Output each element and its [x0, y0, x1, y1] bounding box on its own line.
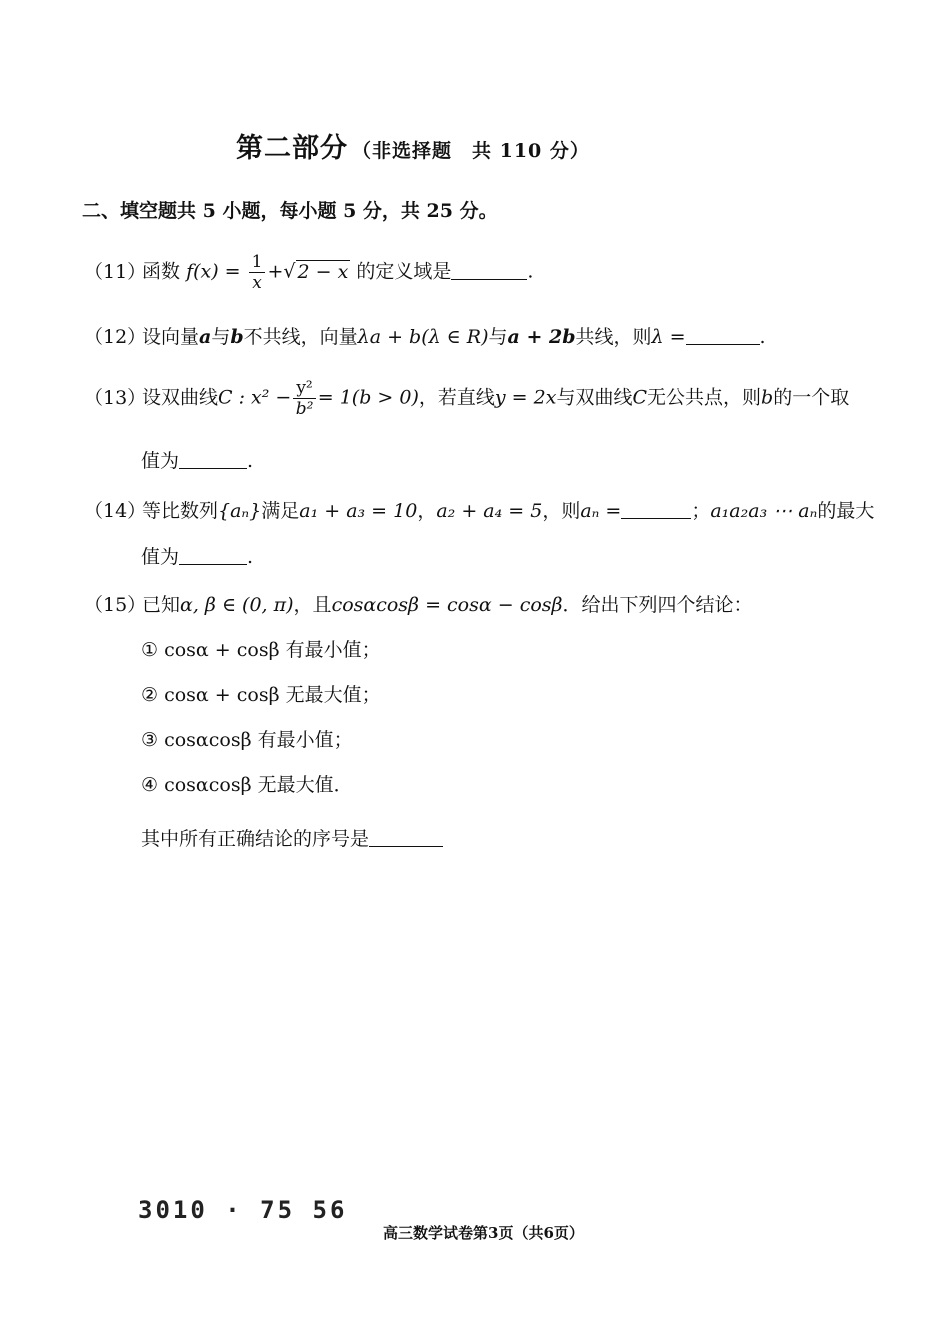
question-14-line2: 值为 . — [141, 546, 254, 568]
answer-blank-15[interactable] — [369, 828, 443, 847]
answer-blank-13[interactable] — [179, 450, 247, 469]
question-15-final: 其中所有正确结论的序号是 — [141, 824, 443, 851]
sqrt-symbol: √ — [283, 260, 296, 283]
question-13: （13）设双曲线C : x² − $\frac{\text{y²}}{\text{b²}}$ = 1(b > 0)，若直线y = 2x与双曲线C无公共点，则b的一个取 — [84, 378, 850, 419]
answer-blank-11[interactable] — [451, 261, 527, 280]
conclusion-2: ② cosα + cosβ 无最大值； — [141, 684, 381, 706]
part-subtitle: （非选择题 共 110 分） — [352, 140, 590, 162]
question-14: （14）等比数列{aₙ}满足a₁ + a₃ = 10，a₂ + a₄ = 5，则aₙ = ；a₁a₂a₃ ⋯ aₙ的最大 — [84, 500, 875, 522]
fraction: $\frac{1}{x}$ — [249, 252, 266, 293]
exam-code: 3010 · 75 56 — [138, 1196, 348, 1224]
conclusion-4: ④ cosαcosβ 无最大值． — [141, 774, 353, 796]
question-13-line2: 值为 . — [141, 450, 254, 472]
question-12: （12）设向量a与b不共线，向量λa + b(λ ∈ R)与a + 2b共线，则λ = . — [84, 326, 766, 348]
answer-blank-12[interactable] — [686, 326, 760, 345]
section-heading: 二、填空题共 5 小题，每小题 5 分，共 25 分。 — [82, 200, 498, 222]
fraction: $\frac{\text{y²}}{\text{b²}}$ — [293, 378, 315, 419]
question-11: （11）函数 f(x) = $\frac{1}{x}$ +√ 2 − x 的定义域是 . — [84, 252, 534, 293]
answer-blank-14b[interactable] — [179, 546, 247, 565]
question-15: （15）已知α, β ∈ (0, π)，且cosαcosβ = cosα − cosβ．给出下列四个结论： — [84, 594, 753, 616]
answer-blank-14a[interactable] — [621, 500, 691, 519]
conclusion-1: ① cosα + cosβ 有最小值； — [141, 639, 381, 661]
page-footer: 高三数学试卷第3页（共6页） — [383, 1224, 584, 1242]
conclusion-3: ③ cosαcosβ 有最小值； — [141, 729, 353, 751]
part-title: 第二部分 — [236, 133, 348, 164]
page-title — [236, 126, 590, 165]
